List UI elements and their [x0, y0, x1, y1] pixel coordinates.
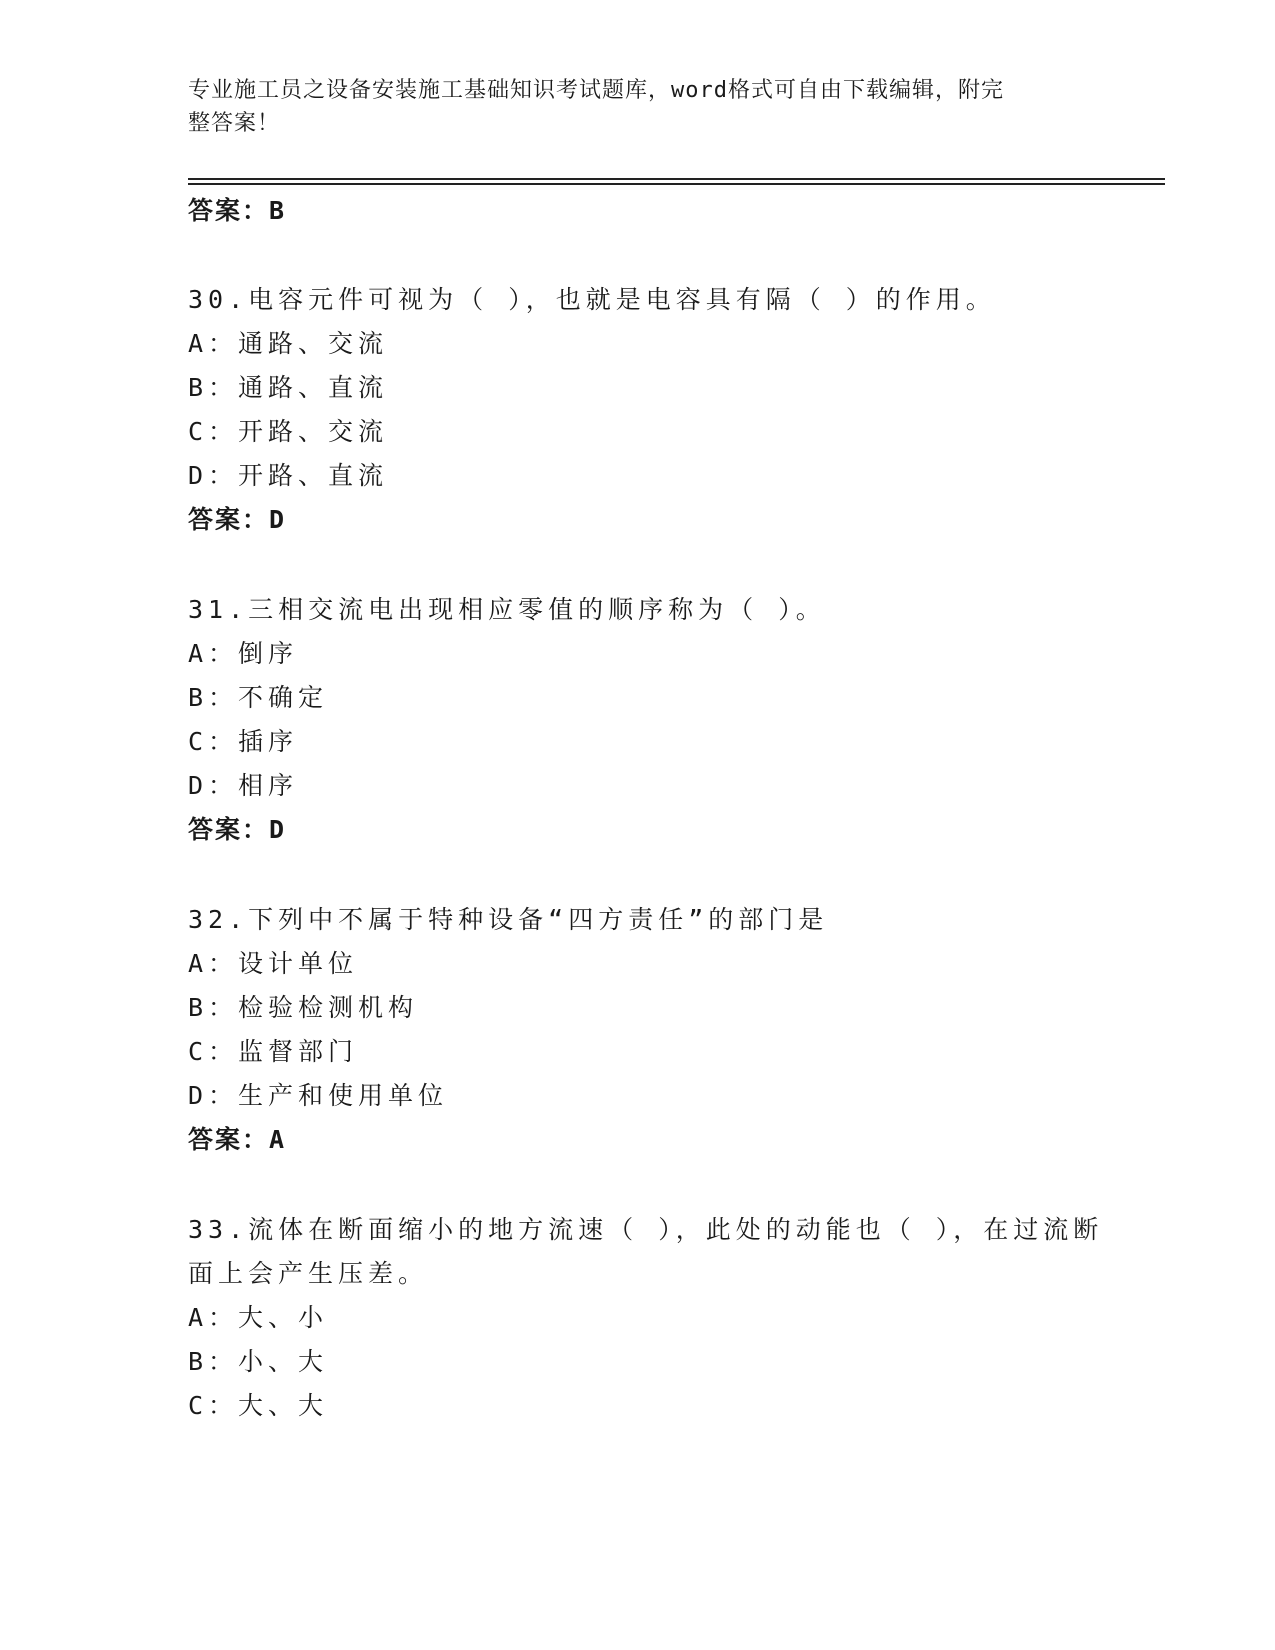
question-31-stem: 31.三相交流电出现相应零值的顺序称为（ ）。 — [188, 595, 826, 624]
question-31-option-d: D：相序 — [188, 771, 299, 800]
question-30-answer: 答案：D — [188, 505, 287, 534]
question-30-option-b: B：通路、直流 — [188, 373, 389, 402]
question-33-stem-line-1: 33.流体在断面缩小的地方流速（ ），此处的动能也（ ），在过流断 — [188, 1215, 1104, 1244]
question-32-stem: 32.下列中不属于特种设备“四方责任”的部门是 — [188, 905, 829, 934]
question-30-option-d: D：开路、直流 — [188, 461, 389, 490]
previous-answer: 答案：B — [188, 196, 287, 225]
header-divider-top — [188, 178, 1165, 180]
header-divider-bottom — [188, 183, 1165, 185]
question-33-option-c: C：大、大 — [188, 1391, 329, 1420]
question-32-option-c: C：监督部门 — [188, 1037, 359, 1066]
question-33-option-a: A：大、小 — [188, 1303, 329, 1332]
document-header — [188, 74, 1088, 140]
question-32-option-a: A：设计单位 — [188, 949, 359, 978]
question-32-option-d: D：生产和使用单位 — [188, 1081, 449, 1110]
question-33-stem-line-2: 面上会产生压差。 — [188, 1259, 429, 1288]
question-32-answer: 答案：A — [188, 1125, 287, 1154]
question-33-option-b: B：小、大 — [188, 1347, 329, 1376]
header-line-2: 整答案！ — [188, 111, 281, 136]
question-31-option-c: C：插序 — [188, 727, 299, 756]
question-30-option-c: C：开路、交流 — [188, 417, 389, 446]
question-30-option-a: A：通路、交流 — [188, 329, 389, 358]
question-32-option-b: B：检验检测机构 — [188, 993, 419, 1022]
question-31-answer: 答案：D — [188, 815, 287, 844]
header-line-1: 专业施工员之设备安装施工基础知识考试题库，word格式可自由下载编辑，附完 — [188, 78, 1004, 103]
question-30-stem: 30.电容元件可视为（ ），也就是电容具有隔（ ）的作用。 — [188, 285, 996, 314]
question-31-option-a: A：倒序 — [188, 639, 299, 668]
question-31-option-b: B：不确定 — [188, 683, 329, 712]
